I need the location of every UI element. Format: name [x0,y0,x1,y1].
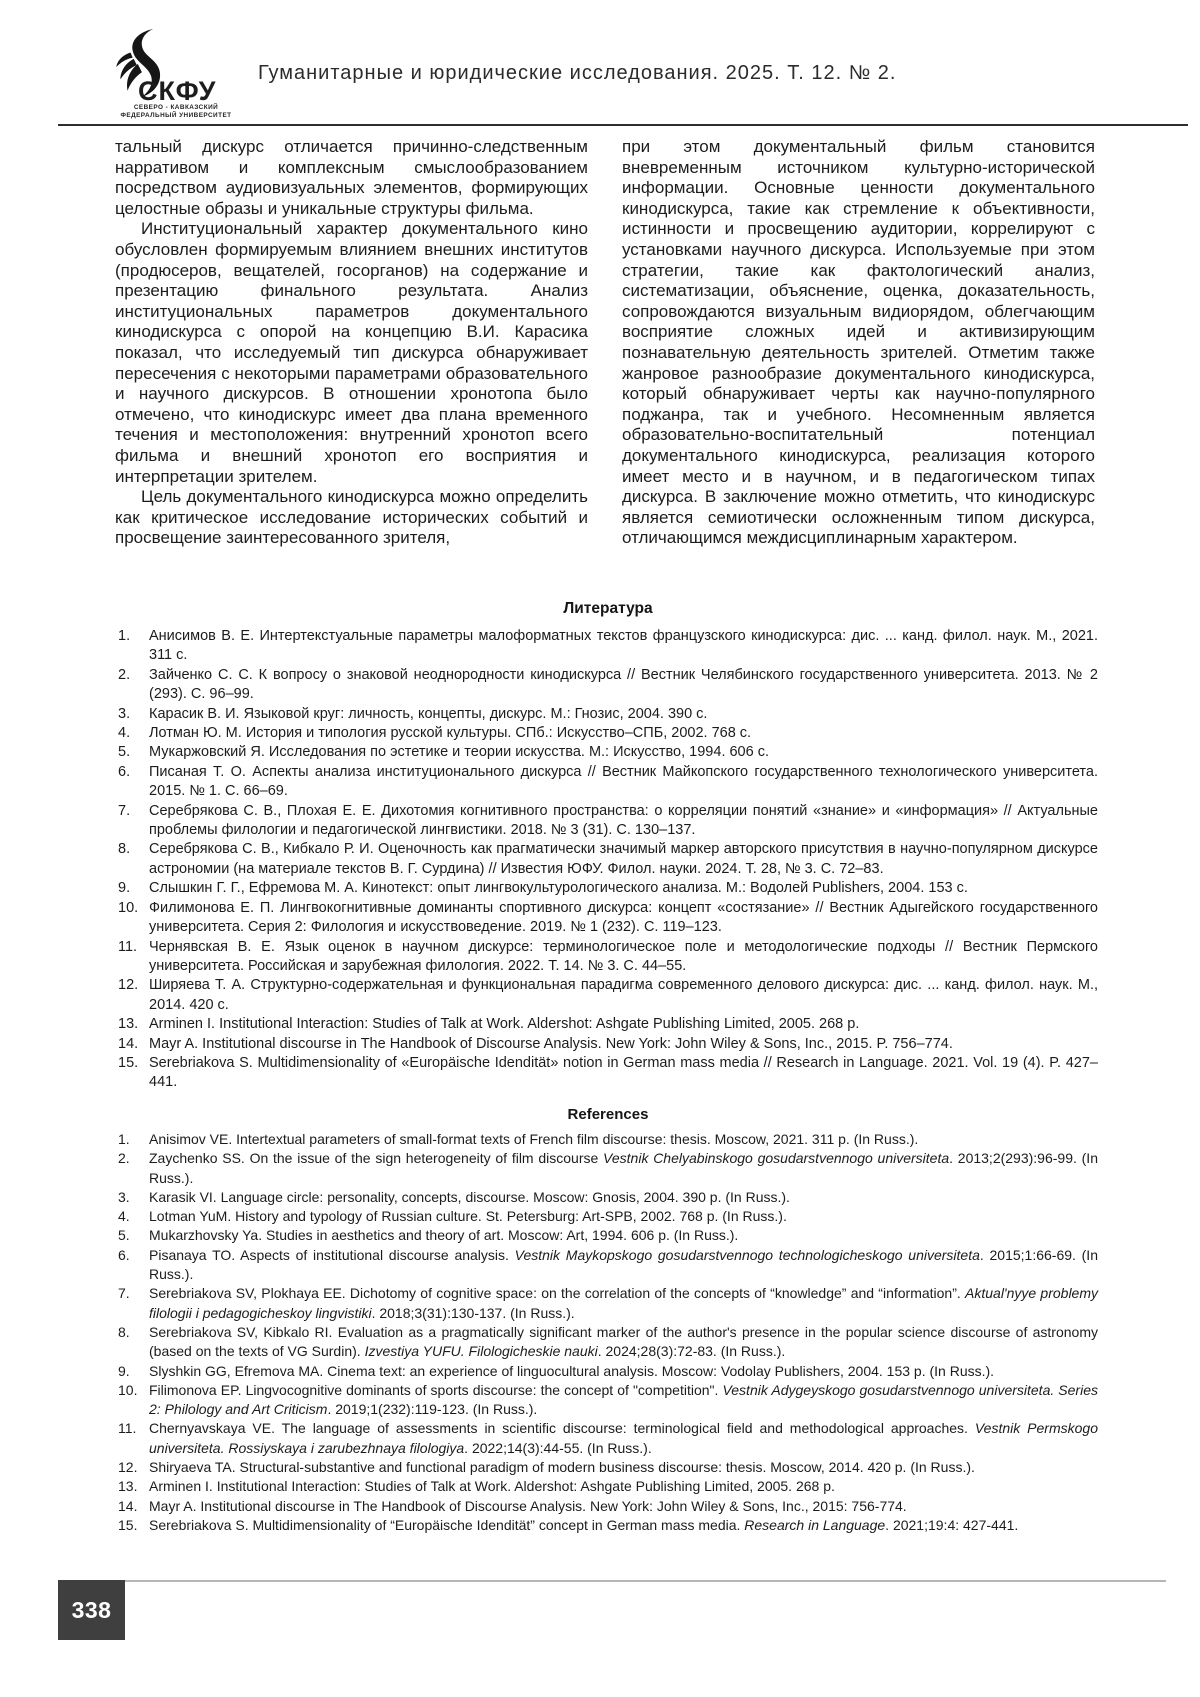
reference-text: Arminen I. Institutional Interaction: Studies of Talk at Work. Aldershot: Ashgate Publishing Limited, 2005. 268 p. [149,1478,835,1495]
references-heading: References [567,1106,649,1123]
reference-number: 12. [118,1459,138,1476]
reference-item [118,705,1098,724]
reference-item [118,1497,1098,1516]
reference-number: 14. [118,1035,139,1052]
reference-number: 13. [118,1478,138,1495]
reference-text: Мукаржовский Я. Исследования по эстетике и теории искусства. М.: Искусство, 1994. 606 с. [149,744,769,761]
reference-text: Анисимов В. Е. Интертекстуальные параметры малоформатных текстов французского кинодискурса: дис. ... канд. филол. наук. М., 2021. 311 с. [149,628,1098,664]
reference-text: Arminen I. Institutional Interaction: Studies of Talk at Work. Aldershot: Ashgate Publishing Limited, 2005. 268 p. [149,1016,860,1033]
reference-text: Mayr A. Institutional discourse in The Handbook of Discourse Analysis. New York: John Wiley & Sons, Inc., 2015. P. 756–774. [149,1035,953,1052]
article-paragraph: Институциональный характер документального кино обусловлен формируемым влиянием внешних институтов (продюсеров, вещателей, госорганов) на содержание и презентацию финального результата. Анализ институциональных параметров документального кинодискурса с опорой на концепцию В.И. Карасика показал, что исследуемый тип дискурса обнаруживает пересечения с некоторыми параметрами образовательного и научного дискурсов. В отношении хронотопа было отмечено, что кинодискурс имеет два плана временного течения и местоположения: внутренний хронотоп всего фильма и внешний хронотоп его восприятия и интерпретации зрителем. [115,219,588,486]
reference-text: Slyshkin GG, Efremova MA. Cinema text: an experience of linguocultural analysis. Moscow: Vodolay Publishers, 2004. 153 p. (In Russ.). [149,1362,995,1379]
reference-number: 7. [118,1285,130,1302]
text-column-left [115,137,588,551]
reference-number: 5. [118,744,131,761]
reference-item [118,1035,1098,1054]
header-rule [58,124,1188,126]
references-list [118,1130,1098,1535]
reference-item [118,1516,1098,1535]
reference-number: 3. [118,1188,130,1205]
reference-number: 4. [118,1208,130,1225]
reference-text: Mukarzhovsky Ya. Studies in aesthetics and theory of art. Moscow: Art, 1994. 606 p. (In Russ.). [149,1227,739,1244]
reference-text: Чернявская В. Е. Язык оценок в научном дискурсе: терминологическое поле и методологические подходы // Вестник Пермского университета. Российская и зарубежная филология. 2022. Т. 14. № 3. С. 44–55. [149,938,1098,974]
reference-number: 13. [118,1016,139,1033]
literature-heading: Литература [563,600,653,617]
article-paragraph: Цель документального кинодискурса можно определить как критическое исследование исторических событий и просвещение заинтересованного зрителя, [115,487,588,548]
reference-item [118,763,1098,802]
reference-item [118,1207,1098,1226]
reference-item [118,743,1098,762]
references-section [118,1106,1098,1535]
reference-item [118,1149,1098,1188]
reference-number: 3. [118,705,131,722]
reference-text: Серебрякова С. В., Плохая Е. Е. Дихотомия когнитивного пространства: о корреляции понятий «знание» и «информация» // Актуальные проблемы филологии и педагогической лингвистики. 2018. № 3 (31). С. 130–137. [149,802,1098,839]
reference-item [118,1226,1098,1245]
reference-text: Karasik VI. Language circle: personality, concepts, discourse. Moscow: Gnosis, 2004. 390 p. (In Russ.). [149,1188,790,1205]
reference-text: Serebriakova S. Multidimensionality of «Europäische Idendität» notion in German mass media // Research in Language. 2021. Vol. 19 (4). P. 427–441. [149,1054,1098,1091]
logo-subtitle-line2: ФЕДЕРАЛЬНЫЙ УНИВЕРСИТЕТ [120,112,232,119]
reference-item [118,802,1098,841]
reference-text: Зайченко С. С. К вопросу о знаковой неоднородности кинодискурса // Вестник Челябинского государственного университета. 2013. № 2 (293). С. 96–99. [149,666,1098,703]
reference-item [118,1458,1098,1477]
reference-text: Карасик В. И. Языковой круг: личность, концепты, дискурс. М.: Гнозис, 2004. 390 с. [149,705,708,722]
reference-item [118,1284,1098,1323]
article-paragraph: при этом документальный фильм становится вневременным источником культурно-исторической информации. Основные ценности документального кинодискурса, такие как стремление к объективности, истинности и просвещению аудитории, коррелируют с установками научного дискурса. Используемые при этом стратегии, такие как фактологический анализ, систематизации, объяснение, оценка, доказательность, сопровождаются визуальным видиорядом, облегчающим восприятие сложных идей и активизирующим познавательную деятельность зрителей. Отметим также жанровое разнообразие документального кинодискурса, который обнаруживает черты как научно-популярного поджанра, так и учебного. Несомненным является образовательно-воспитательный потенциал документального кинодискурса, реализация которого имеет место и в научном, и в педагогическом типах дискурса. В заключение можно отметить, что кинодискурс является семиотически осложненным типом дискурса, отличающимся междисциплинарным характером. [622,137,1095,548]
reference-text: Serebriakova SV, Plokhaya EE. Dichotomy of cognitive space: on the correlation of the concepts of “knowledge” and “information”. Aktual'nyye problemy filologii i pedagogicheskoy lingvistiki. 2018;3(31):130-137. (In Russ.). [149,1285,1098,1321]
reference-number: 12. [118,977,139,994]
reference-number: 14. [118,1497,138,1514]
reference-item [118,1362,1098,1381]
reference-number: 9. [118,880,131,897]
reference-item [118,724,1098,743]
reference-number: 1. [118,1131,130,1147]
reference-text: Chernyavskaya VE. The language of assessments in scientific discourse: terminological field and methodological approaches. Vestnik Permskogo universiteta. Rossiyskaya i zarubezhnaya filologiya. 2022;14(3):44-55. (In Russ.). [149,1420,1098,1456]
reference-item [118,899,1098,938]
page-footer [58,1580,1166,1640]
reference-item [118,1323,1098,1362]
reference-number: 10. [118,899,139,916]
reference-number: 2. [118,1150,130,1167]
page-number: 338 [71,1596,112,1623]
reference-item [118,879,1098,898]
reference-item [118,1477,1098,1496]
reference-item [118,1054,1098,1093]
reference-item [118,1246,1098,1285]
reference-number: 11. [118,938,138,955]
reference-text: Филимонова Е. П. Лингвокогнитивные доминанты спортивного дискурса: концепт «состязание» // Вестник Адыгейского государственного университета. Серия 2: Филология и искусствоведение. 2019. № 1 (232). С. 119–123. [149,899,1098,936]
reference-item [118,666,1098,705]
reference-text: Filimonova EP. Lingvocognitive dominants of sports discourse: the concept of "competition". Vestnik Adygeyskogo gosudarstvennogo universiteta. Series 2: Philology and Art Criticism. 2019;1(232):119-123. (In Russ.). [149,1381,1098,1418]
reference-text: Ширяева Т. А. Структурно-содержательная и функциональная парадигма современного делового дискурса: дис. ... канд. филол. наук. М., 2014. 420 с. [149,977,1098,1013]
reference-text: Писаная Т. О. Аспекты анализа институционального дискурса // Вестник Майкопского государственного технологического университета. 2015. № 1. С. 66–69. [149,763,1098,800]
reference-text: Слышкин Г. Г., Ефремова М. А. Кинотекст: опыт лингвокультурологического анализа. М.: Водолей Publishers, 2004. 153 с. [149,880,968,897]
footer-rule [125,1580,1166,1582]
article-columns [115,137,1095,551]
reference-number: 5. [118,1227,130,1244]
logo-subtitle [106,104,246,120]
logo-subtitle-line1: СЕВЕРО - КАВКАЗСКИЙ [133,104,219,111]
reference-item [118,1015,1098,1034]
reference-number: 10. [118,1381,138,1398]
text-column-right [622,137,1095,551]
reference-number: 8. [118,1323,130,1340]
reference-text: Серебрякова С. В., Кибкало Р. И. Оценочность как прагматически значимый маркер авторского присутствия в научно-популярном дискурсе астрономии (на материале текстов В. Г. Сурдина) // Известия ЮФУ. Филол. науки. 2024. Т. 28, № 3. С. 72–83. [149,841,1098,877]
reference-number: 2. [118,666,131,683]
reference-number: 11. [118,1420,137,1437]
reference-number: 8. [118,841,131,858]
reference-number: 15. [118,1054,139,1071]
reference-text: Serebriakova SV, Kibkalo RI. Evaluation as a pragmatically significant marker of the author's presence in the popular science discourse of astronomy (based on the texts of VG Surdin). Izvestiya YUFU. Filologicheskie nauki. 2024;28(3):72-83. (In Russ.). [149,1323,1098,1360]
journal-title: Гуманитарные и юридические исследования. 2025. Т. 12. № 2. [258,62,897,84]
reference-item [118,840,1098,879]
reference-text: Zaychenko SS. On the issue of the sign heterogeneity of film discourse Vestnik Chelyabinskogo gosudarstvennogo universiteta. 2013;2(293):96-99. (In Russ.). [149,1150,1098,1186]
reference-number: 6. [118,763,131,780]
reference-item [118,627,1098,666]
reference-number: 4. [118,725,131,742]
page-number-box [58,1580,125,1640]
reference-text: Lotman YuM. History and typology of Russian culture. St. Petersburg: Art-SPB, 2002. 768 p. (In Russ.). [149,1208,787,1225]
reference-text: Anisimov VE. Intertextual parameters of small-format texts of French film discourse: thesis. Moscow, 2021. 311 p. (In Russ.). [149,1131,919,1147]
literature-section [118,600,1098,1093]
reference-item [118,938,1098,977]
reference-item [118,1188,1098,1207]
reference-text: Shiryaeva TA. Structural-substantive and functional paradigm of modern business discourse: thesis. Moscow, 2014. 420 p. (In Russ.). [149,1459,975,1476]
reference-item [118,1381,1098,1420]
literature-list [118,627,1098,1093]
reference-number: 6. [118,1246,130,1263]
reference-text: Serebriakova S. Multidimensionality of “Europäische Idendität” concept in German mass media. Research in Language. 2021;19:4: 427-441. [149,1516,1019,1533]
reference-item [118,1419,1098,1458]
logo-acronym: СКФУ [138,76,217,106]
reference-item [118,976,1098,1015]
reference-number: 9. [118,1362,130,1379]
reference-number: 7. [118,802,131,819]
reference-text: Pisanaya TO. Aspects of institutional discourse analysis. Vestnik Maykopskogo gosudarstvennogo technologicheskogo universiteta. 2015;1:66-69. (In Russ.). [149,1246,1098,1283]
reference-number: 15. [118,1516,138,1533]
reference-text: Mayr A. Institutional discourse in The Handbook of Discourse Analysis. New York: John Wiley & Sons, Inc., 2015: 756-774. [149,1497,907,1514]
reference-number: 1. [118,628,131,644]
reference-text: Лотман Ю. М. История и типология русской культуры. СПб.: Искусство–СПБ, 2002. 768 с. [149,725,752,742]
reference-item [118,1130,1098,1149]
university-logo [112,28,240,120]
article-paragraph: тальный дискурс отличается причинно-следственным нарративом и комплексным смыслообразованием посредством аудиовизуальных элементов, формирующих целостные образы и уникальные структуры фильма. [115,137,588,218]
